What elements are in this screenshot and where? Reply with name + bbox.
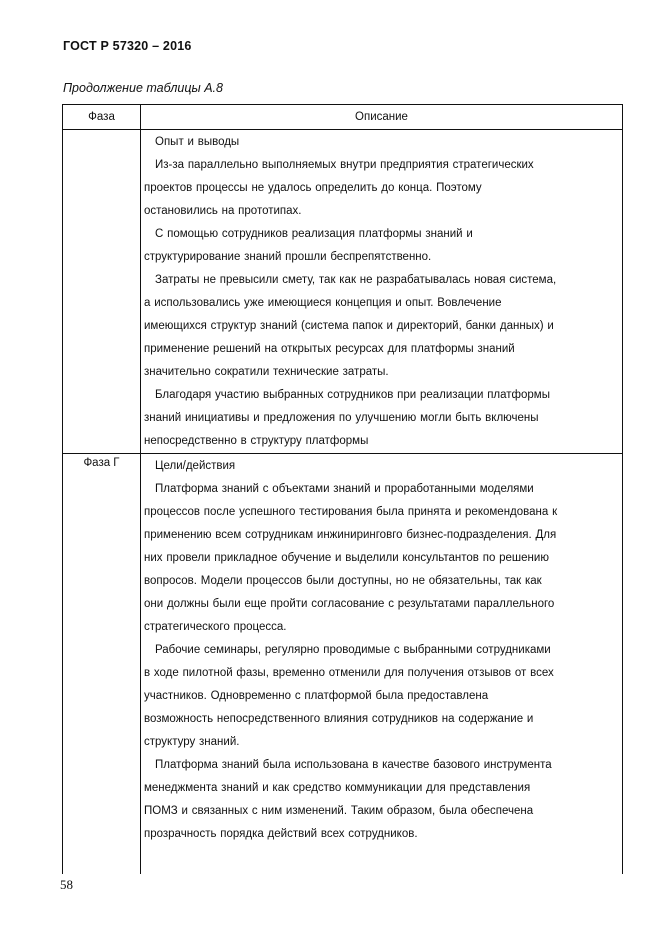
- description-line: имеющихся структур знаний (система папок и директорий, банки данных) и: [144, 320, 554, 332]
- description-line: проектов процессы не удалось определить до конца. Поэтому: [144, 182, 482, 194]
- header-phase: Фаза: [62, 105, 141, 129]
- description-line: Платформа знаний была использована в качестве базового инструмента: [155, 759, 552, 771]
- header-description: Описание: [141, 105, 623, 129]
- description-line: остановились на прототипах.: [144, 205, 302, 217]
- page-number: 58: [60, 877, 73, 892]
- table-caption: Продолжение таблицы А.8: [63, 81, 223, 95]
- document-standard-number: ГОСТ Р 57320 – 2016: [63, 39, 192, 53]
- description-line: С помощью сотрудников реализация платформы знаний и: [155, 228, 473, 240]
- phase-cell: Фаза Г: [62, 454, 141, 874]
- description-line: применению всем сотрудникам инжиниринговго бизнес-подразделения. Для: [144, 529, 557, 541]
- description-line: стратегического процесса.: [144, 621, 287, 633]
- description-line: Платформа знаний с объектами знаний и проработанными моделями: [155, 483, 534, 495]
- description-cell: [141, 130, 623, 453]
- description-line: в ходе пилотной фазы, временно отменили для получения отзывов от всех: [144, 667, 554, 679]
- description-cell: [141, 454, 623, 874]
- description-line: а использовались уже имеющиеся концепция и опыт. Вовлечение: [144, 297, 502, 309]
- description-line: Рабочие семинары, регулярно проводимые с выбранными сотрудниками: [155, 644, 551, 656]
- description-line: Из-за параллельно выполняемых внутри предприятия стратегических: [155, 159, 534, 171]
- description-line: ПОМЗ и связанных с ним изменений. Таким образом, была обеспечена: [144, 805, 534, 817]
- phase-description-table: [62, 104, 623, 874]
- description-line: Опыт и выводы: [155, 136, 240, 148]
- description-line: применение решений на открытых ресурсах для платформы знаний: [144, 343, 515, 355]
- description-line: они должны были еще пройти согласование с результатами параллельного: [144, 598, 555, 610]
- description-line: Цели/действия: [155, 460, 236, 472]
- description-line: менеджмента знаний и как средство коммуникации для представления: [144, 782, 531, 794]
- description-line: прозрачность порядка действий всех сотрудников.: [144, 828, 418, 840]
- table-row: [62, 454, 623, 874]
- table-row: [62, 130, 623, 454]
- description-line: структуру знаний.: [144, 736, 240, 748]
- description-line: возможность непосредственного влияния сотрудников на содержание и: [144, 713, 534, 725]
- table-header-row: [62, 104, 623, 130]
- description-line: знаний инициативы и предложения по улучшению могли быть включены: [144, 412, 539, 424]
- description-line: процессов после успешного тестирования была принята и рекомендована к: [144, 506, 558, 518]
- description-line: непосредственно в структуру платформы: [144, 435, 369, 447]
- phase-cell: [62, 130, 141, 453]
- description-line: Благодаря участию выбранных сотрудников при реализации платформы: [155, 389, 550, 401]
- description-line: структурирование знаний прошли беспрепятственно.: [144, 251, 432, 263]
- description-line: них провели прикладное обучение и выделили консультантов по решению: [144, 552, 549, 564]
- description-line: участников. Одновременно с платформой была предоставлена: [144, 690, 489, 702]
- description-line: Затраты не превысили смету, так как не разрабатывалась новая система,: [155, 274, 557, 286]
- description-line: значительно сократили технические затраты.: [144, 366, 389, 378]
- description-line: вопросов. Модели процессов были доступны, но не обязательны, так как: [144, 575, 542, 587]
